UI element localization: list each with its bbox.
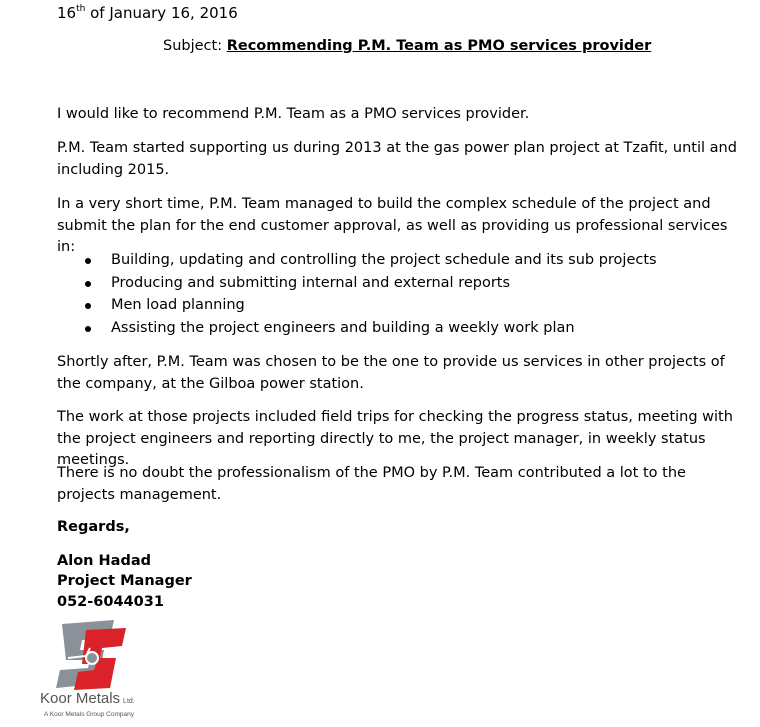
list-item-text: Assisting the project engineers and building a weekly work plan xyxy=(111,319,575,336)
paragraph-intro: I would like to recommend P.M. Team as a PMO services provider. xyxy=(57,106,530,122)
date-day: 16 xyxy=(57,4,77,22)
company-logo xyxy=(36,618,146,723)
subject-value: Recommending P.M. Team as PMO services provider xyxy=(226,38,652,54)
list-item xyxy=(57,318,737,341)
list-item xyxy=(57,295,737,318)
logo-tagline: A Koor Metals Group Company xyxy=(44,711,134,718)
logo-ltd-text: Ltd. xyxy=(123,698,135,705)
date-suffix: th xyxy=(76,4,86,14)
letter-subject xyxy=(163,38,651,54)
list-item-text: Producing and submitting internal and external reports xyxy=(111,274,511,291)
signature-phone: 052-6044031 xyxy=(57,594,164,610)
bullet-dot xyxy=(85,303,91,309)
logo-name-text: Koor Metals xyxy=(40,690,121,707)
signature-name: Alon Hadad xyxy=(57,553,151,569)
list-item-text: Men load planning xyxy=(111,297,245,313)
signature-title: Project Manager xyxy=(57,573,192,589)
date-rest: of January 16, 2016 xyxy=(85,4,238,22)
koor-metals-logo-icon xyxy=(52,618,130,690)
bullet-dot xyxy=(85,281,91,287)
list-item xyxy=(57,273,737,296)
closing-regards: Regards, xyxy=(57,519,130,535)
logo-wordmark xyxy=(40,690,135,707)
paragraph-field-work: The work at those projects included field trips for checking the progress status, meeting with the project engineers and reporting directly to me, the project manager, in weekly status meetings. xyxy=(57,409,733,468)
letter-date xyxy=(57,4,238,22)
paragraph-history: P.M. Team started supporting us during 2013 at the gas power plan project at Tzafit, until and including 2015. xyxy=(57,140,737,178)
subject-label: Subject: xyxy=(163,38,227,54)
services-list xyxy=(57,250,737,340)
bullet-dot xyxy=(85,258,91,264)
list-item xyxy=(57,250,737,273)
paragraph-services: In a very short time, P.M. Team managed to build the complex schedule of the project and submit the plan for the end customer approval, as well as providing us professional services in: xyxy=(57,196,728,255)
bullet-dot xyxy=(85,326,91,332)
list-item-text: Building, updating and controlling the project schedule and its sub projects xyxy=(111,252,657,268)
paragraph-other-projects: Shortly after, P.M. Team was chosen to be the one to provide us services in other projects of the company, at the Gilboa power station. xyxy=(57,354,725,392)
paragraph-conclusion: There is no doubt the professionalism of the PMO by P.M. Team contributed a lot to the projects management. xyxy=(57,465,686,503)
